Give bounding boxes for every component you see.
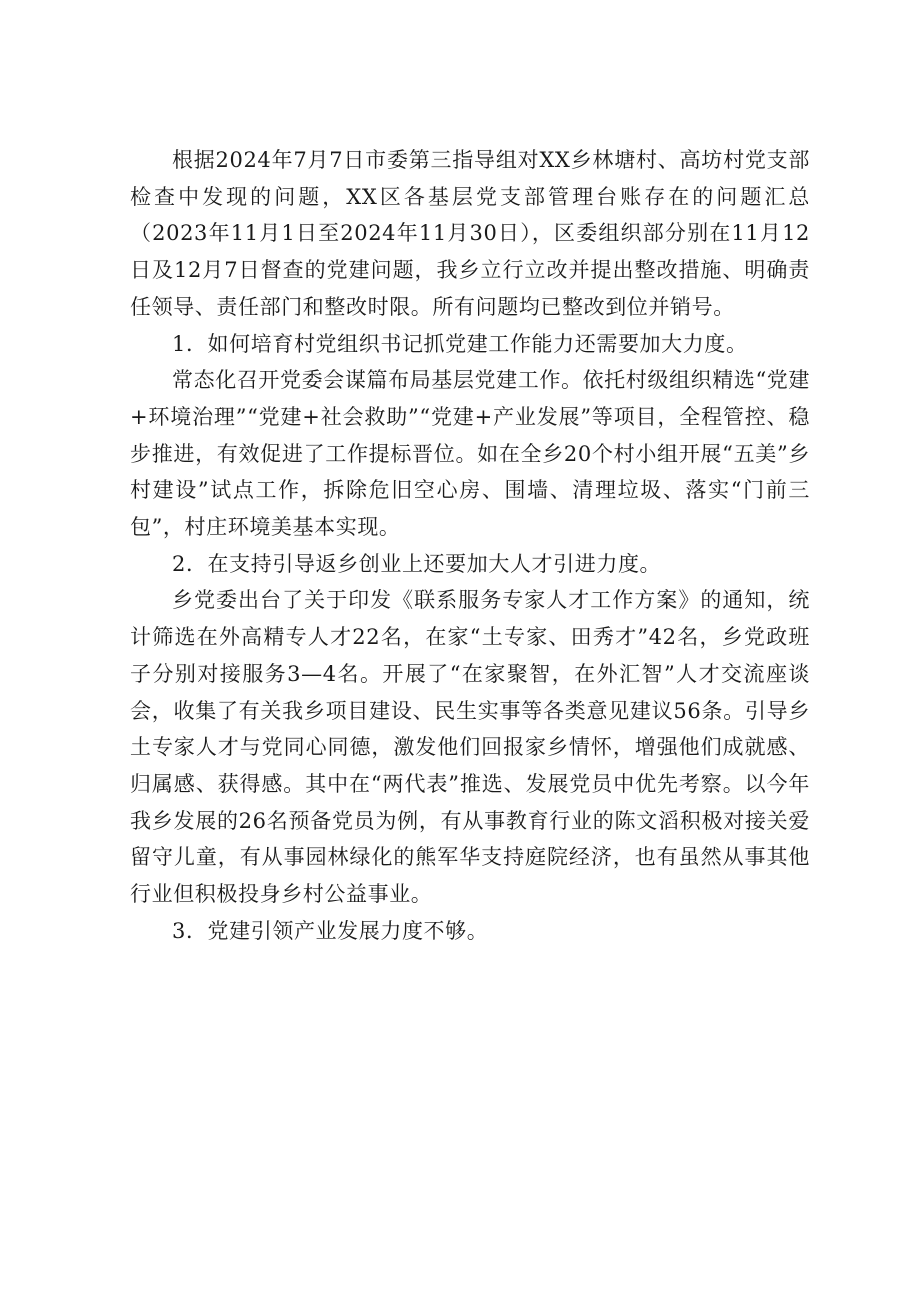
heading-item-2: 2．在支持引导返乡创业上还要加大人才引进力度。 (172, 551, 662, 576)
body-paragraph-2: 乡党委出台了关于印发《联系服务专家人才工作方案》的通知，统计筛选在外高精专人才22名，在家“土专家、田秀才”42名，乡党政班子分别对接服务3—4名。开展了“在家聚智，在外汇智”人才交流座谈会，收集了有关我乡项目建设、民生实事等各类意见建议56条。引导乡土专家人才与党同心同德，激发他们回报家乡情怀，增强他们成就感、归属感、获得感。其中在“两代表”推选、发展党员中优先考察。以今年我乡发展的26名预备党员为例，有从事教育行业的陈文滔积极对接关爱留守儿童，有从事园林绿化的熊军华支持庭院经济，也有虽然从事其他行业但积极投身乡村公益事业。 (130, 588, 810, 907)
document-body (130, 142, 810, 949)
body-paragraph-1: 常态化召开党委会谋篇布局基层党建工作。依托村级组织精选“党建+环境治理”“党建+社会救助”“党建+产业发展”等项目，全程管控、稳步推进，有效促进了工作提标晋位。如在全乡20个村小组开展“五美”乡村建设”试点工作，拆除危旧空心房、围墙、清理垃圾、落实“门前三包”，村庄环境美基本实现。 (130, 368, 810, 540)
heading-item-1: 1．如何培育村党组织书记抓党建工作能力还需要加大力度。 (172, 331, 748, 356)
heading-item-3: 3．党建引领产业发展力度不够。 (172, 918, 489, 943)
intro-paragraph: 根据2024年7月7日市委第三指导组对XX乡林塘村、高坊村党支部检查中发现的问题，XX区各基层党支部管理台账存在的问题汇总（2023年11月1日至2024年11月30日），区委组织部分别在11月12日及12月7日督查的党建问题，我乡立行立改并提出整改措施、明确责任领导、责任部门和整改时限。所有问题均已整改到位并销号。 (130, 148, 810, 319)
